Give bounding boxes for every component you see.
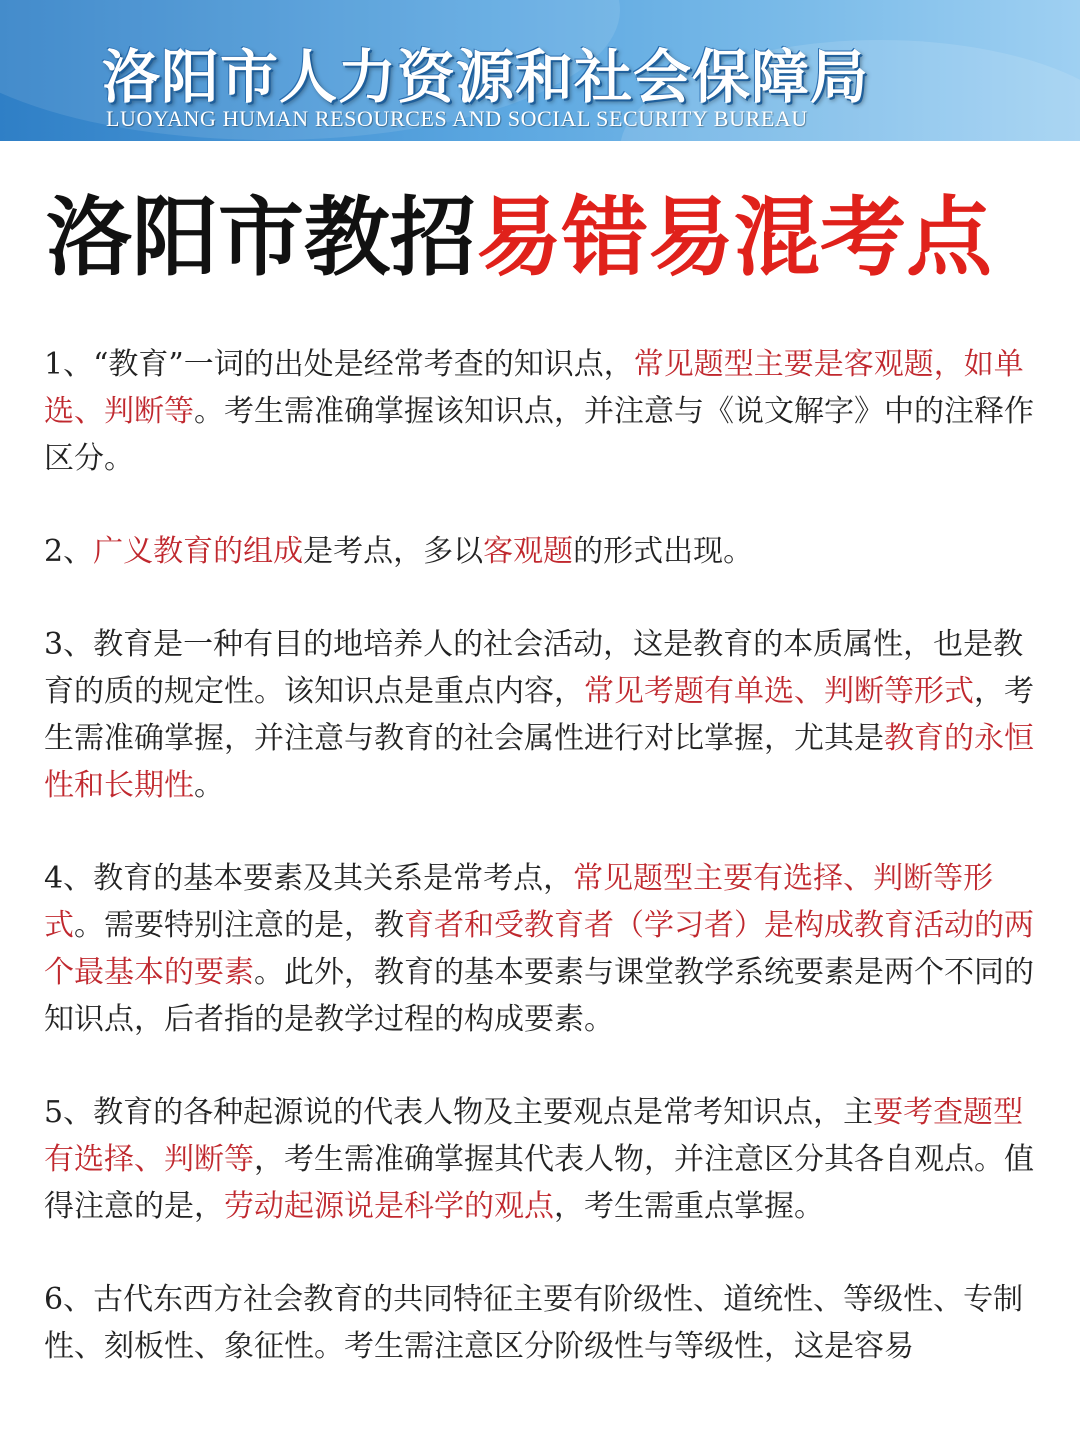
paragraph-text: 。此外，教育的基本要素与课堂教学系统要素是两个不同的知识点，后者指的是教学过程的构成要素。	[44, 955, 1034, 1037]
org-name: 洛阳市人力资源和社会保障局	[102, 43, 870, 111]
highlight-text: 广义教育的组成	[93, 534, 304, 569]
paragraph-text: 。	[194, 768, 224, 803]
page-title-part1: 洛阳市教招	[46, 188, 476, 288]
paragraph-text: ，考生需重点掌握。	[554, 1189, 824, 1224]
paragraph-text: ，考生需准确掌握其代表人物，并注意区分其各自观点。值得注意的是，	[44, 1142, 1034, 1224]
paragraph-text: 5、教育的各种起源说的代表人物及主要观点是常考知识点，主	[44, 1095, 874, 1130]
highlight-text: 常见题型主要是客观题，如单选、判断等	[44, 347, 1024, 429]
point-paragraph-4	[44, 855, 1034, 1043]
highlight-text: 常见题型主要有选择、判断等形式	[44, 861, 994, 943]
point-paragraph-6	[44, 1276, 1034, 1370]
org-name-en: LUOYANG HUMAN RESOURCES AND SOCIAL SECURITY BUREAU	[106, 106, 808, 131]
point-paragraph-5	[44, 1089, 1034, 1230]
point-paragraph-3	[44, 621, 1034, 809]
paragraph-text: 。需要特别注意的是，教	[74, 908, 404, 943]
point-paragraph-2	[44, 528, 1034, 575]
paragraph-text: ，考生需准确掌握，并注意与教育的社会属性进行对比掌握，尤其是	[44, 674, 1034, 756]
paragraph-text: 4、教育的基本要素及其关系是常考点，	[44, 861, 574, 896]
content-body	[44, 341, 1034, 1416]
paragraph-text: 2、	[44, 534, 94, 569]
highlight-text: 常见考题有单选、判断等形式	[584, 674, 974, 709]
point-paragraph-1	[44, 341, 1034, 482]
highlight-text: 劳动起源说是科学的观点	[224, 1189, 554, 1224]
paragraph-text: 6、古代东西方社会教育的共同特征主要有阶级性、道统性、等级性、专制性、刻板性、象征性。考生需注意区分阶级性与等级性，这是容易	[44, 1282, 1024, 1364]
highlight-text: 要考查题型有选择、判断等	[44, 1095, 1024, 1177]
highlight-text: 教育的永恒性和长期性	[44, 721, 1034, 803]
highlight-text: 客观题	[483, 534, 574, 569]
header-banner	[0, 0, 1080, 141]
highlight-text: 育者和受教育者（学习者）是构成教育活动的两个最基本的要素	[44, 908, 1034, 990]
paragraph-text: 。考生需准确掌握该知识点，并注意与《说文解字》中的注释作区分。	[44, 394, 1034, 476]
page-title	[46, 188, 992, 288]
page-title-part2: 易错易混考点	[476, 188, 992, 288]
paragraph-text: 是考点，多以	[303, 534, 484, 569]
paragraph-text: 的形式出现。	[573, 534, 754, 569]
paragraph-text: 3、教育是一种有目的地培养人的社会活动，这是教育的本质属性，也是教育的质的规定性。该知识点是重点内容，	[44, 627, 1024, 709]
paragraph-text: 1、“教育”一词的出处是经常考查的知识点，	[44, 347, 634, 382]
